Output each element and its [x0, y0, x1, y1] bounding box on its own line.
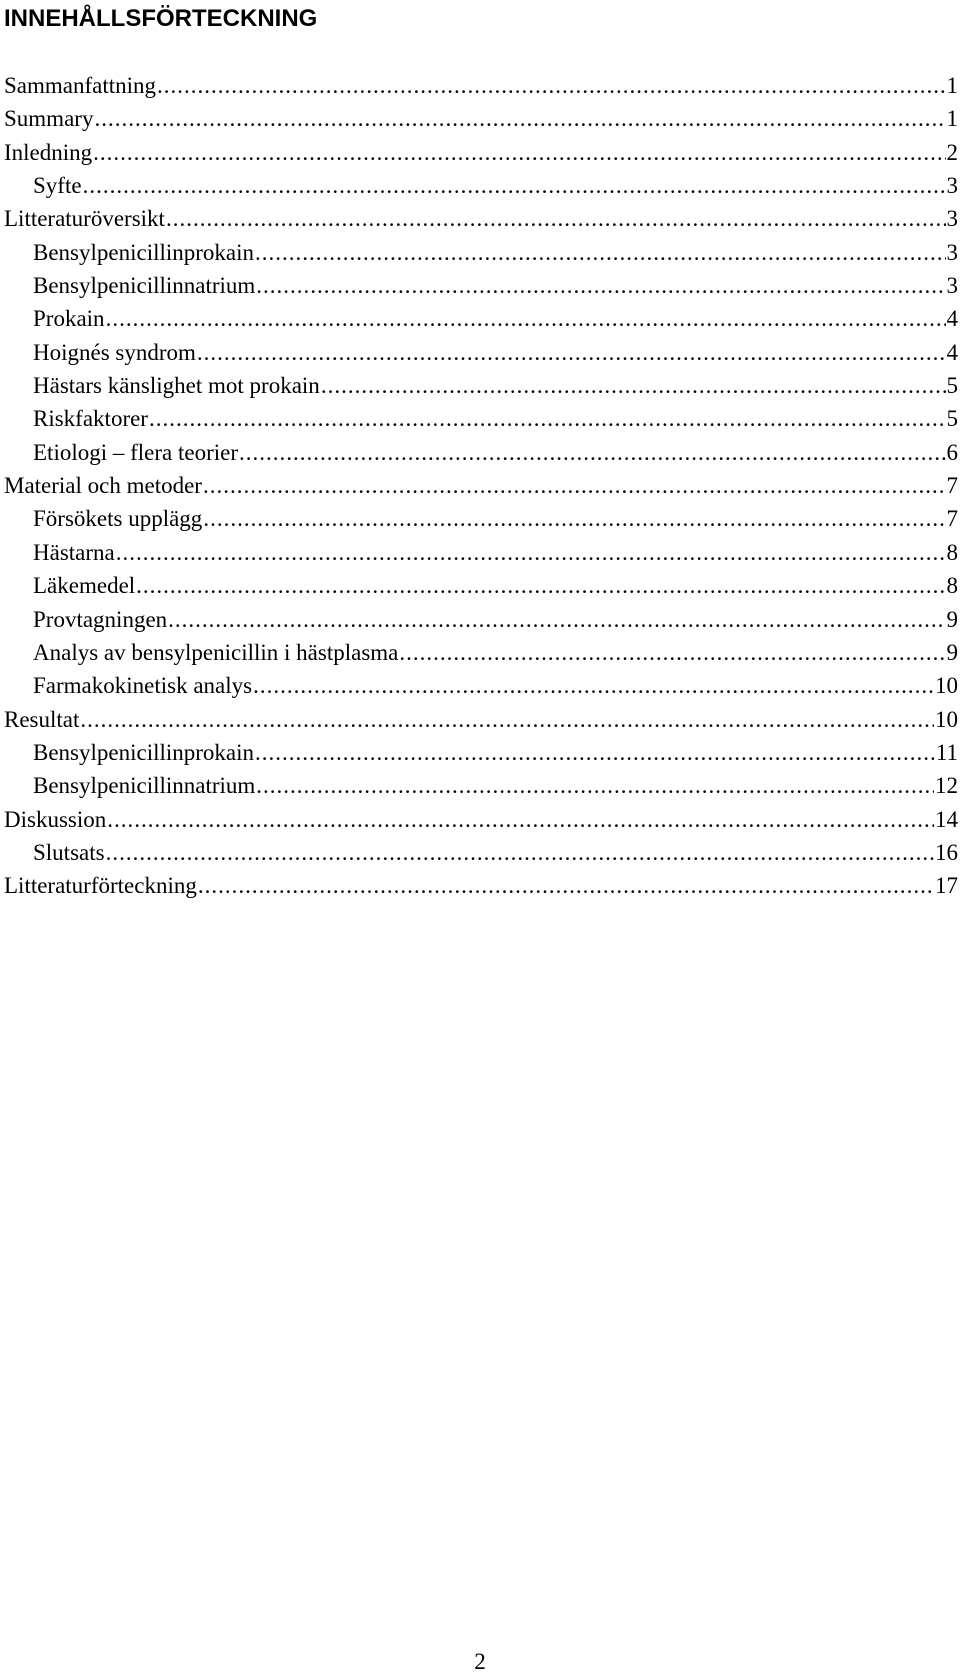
toc-dot-leader: [106, 302, 946, 335]
toc-entry-page-number: 5: [946, 373, 958, 399]
toc-entry[interactable]: [4, 869, 958, 902]
toc-entry-label: Prokain: [33, 306, 105, 332]
toc-dot-leader: [321, 369, 946, 402]
toc-entry-page-number: 17: [935, 873, 958, 899]
toc-entry[interactable]: [4, 703, 958, 736]
toc-entry[interactable]: [4, 169, 958, 202]
table-of-contents: [4, 69, 958, 903]
toc-entry-page-number: 3: [946, 173, 958, 199]
toc-entry-label: Syfte: [33, 173, 82, 199]
toc-dot-leader: [253, 669, 934, 702]
toc-dot-leader: [256, 769, 934, 802]
toc-dot-leader: [107, 803, 934, 836]
toc-dot-leader: [116, 536, 946, 569]
toc-entry-page-number: 3: [946, 273, 958, 299]
toc-dot-leader: [157, 69, 945, 102]
toc-entry[interactable]: [4, 402, 958, 435]
toc-entry[interactable]: [4, 369, 958, 402]
toc-entry-page-number: 2: [946, 139, 958, 165]
toc-entry-label: Sammanfattning: [4, 73, 157, 98]
toc-entry-label: Försökets upplägg: [33, 506, 203, 532]
toc-entry-page-number: 4: [946, 339, 958, 365]
toc-entry-label: Bensylpenicillinprokain: [33, 739, 255, 765]
toc-entry-page-number: 1: [946, 106, 958, 132]
toc-entry[interactable]: [4, 202, 958, 235]
toc-entry-page-number: 5: [946, 406, 958, 432]
toc-entry[interactable]: [4, 269, 958, 302]
toc-entry-label: Hoignés syndrom: [33, 339, 196, 365]
toc-entry-label: Farmakokinetisk analys: [33, 673, 253, 699]
toc-entry-label: Hästarna: [33, 539, 115, 565]
toc-entry[interactable]: [4, 69, 958, 102]
toc-dot-leader: [198, 869, 934, 902]
toc-dot-leader: [203, 469, 946, 502]
toc-entry[interactable]: [4, 769, 958, 802]
toc-dot-leader: [106, 836, 934, 869]
toc-entry[interactable]: [4, 836, 958, 869]
toc-entry-page-number: 7: [946, 506, 958, 532]
toc-entry-page-number: 11: [935, 739, 958, 765]
toc-dot-leader: [239, 436, 945, 469]
toc-entry-label: Inledning: [4, 139, 93, 165]
toc-entry-page-number: 16: [935, 839, 958, 865]
toc-entry-page-number: 9: [946, 639, 958, 665]
toc-dot-leader: [93, 136, 945, 169]
toc-entry-label: Resultat: [4, 706, 80, 732]
toc-entry-page-number: 8: [946, 539, 958, 565]
toc-entry-label: Bensylpenicillinnatrium: [33, 273, 256, 299]
toc-entry-label: Bensylpenicillinprokain: [33, 239, 255, 265]
toc-entry[interactable]: [4, 736, 958, 769]
toc-entry-label: Riskfaktorer: [33, 406, 148, 432]
toc-entry-label: Provtagningen: [33, 606, 168, 632]
toc-entry[interactable]: [4, 469, 958, 502]
toc-dot-leader: [255, 236, 945, 269]
toc-entry-page-number: 12: [935, 773, 958, 799]
toc-entry[interactable]: [4, 636, 958, 669]
toc-entry-label: Material och metoder: [4, 473, 202, 499]
toc-entry-label: Bensylpenicillinnatrium: [33, 773, 256, 799]
toc-entry-label: Litteraturöversikt: [4, 206, 165, 232]
toc-entry[interactable]: [4, 536, 958, 569]
toc-entry-label: Läkemedel: [33, 573, 136, 599]
toc-dot-leader: [149, 402, 946, 435]
toc-dot-leader: [168, 603, 945, 636]
toc-entry[interactable]: [4, 669, 958, 702]
toc-dot-leader: [83, 169, 946, 202]
toc-dot-leader: [136, 569, 945, 602]
toc-entry[interactable]: [4, 502, 958, 535]
toc-entry[interactable]: [4, 336, 958, 369]
toc-entry[interactable]: [4, 803, 958, 836]
toc-entry-page-number: 1: [946, 73, 958, 98]
toc-entry-label: Etiologi – flera teorier: [33, 439, 239, 465]
toc-entry-label: Hästars känslighet mot prokain: [33, 373, 320, 399]
toc-entry-page-number: 8: [946, 573, 958, 599]
toc-entry-page-number: 10: [935, 706, 958, 732]
toc-entry-page-number: 4: [946, 306, 958, 332]
toc-entry-page-number: 14: [935, 806, 958, 832]
toc-entry[interactable]: [4, 302, 958, 335]
toc-entry-page-number: 7: [946, 473, 958, 499]
toc-dot-leader: [256, 269, 945, 302]
toc-entry-label: Summary: [4, 106, 94, 132]
toc-entry[interactable]: [4, 102, 958, 135]
toc-dot-leader: [197, 336, 946, 369]
toc-entry-label: Slutsats: [33, 839, 105, 865]
toc-entry[interactable]: [4, 436, 958, 469]
toc-dot-leader: [399, 636, 945, 669]
toc-entry-label: Litteraturförteckning: [4, 873, 197, 899]
toc-dot-leader: [166, 202, 946, 235]
toc-entry-label: Analys av bensylpenicillin i hästplasma: [33, 639, 399, 665]
toc-entry-label: Diskussion: [4, 806, 107, 832]
toc-entry-page-number: 3: [946, 206, 958, 232]
toc-dot-leader: [80, 703, 934, 736]
toc-dot-leader: [255, 736, 935, 769]
page-number: 2: [474, 1649, 486, 1674]
page-title: INNEHÅLLSFÖRTECKNING: [4, 5, 318, 32]
toc-entry[interactable]: [4, 603, 958, 636]
toc-entry-page-number: 9: [946, 606, 958, 632]
toc-entry-page-number: 6: [946, 439, 958, 465]
toc-entry[interactable]: [4, 136, 958, 169]
toc-dot-leader: [94, 102, 945, 135]
toc-entry[interactable]: [4, 569, 958, 602]
toc-entry[interactable]: [4, 236, 958, 269]
toc-entry-page-number: 3: [946, 239, 958, 265]
toc-entry-page-number: 10: [935, 673, 958, 699]
toc-dot-leader: [203, 502, 945, 535]
